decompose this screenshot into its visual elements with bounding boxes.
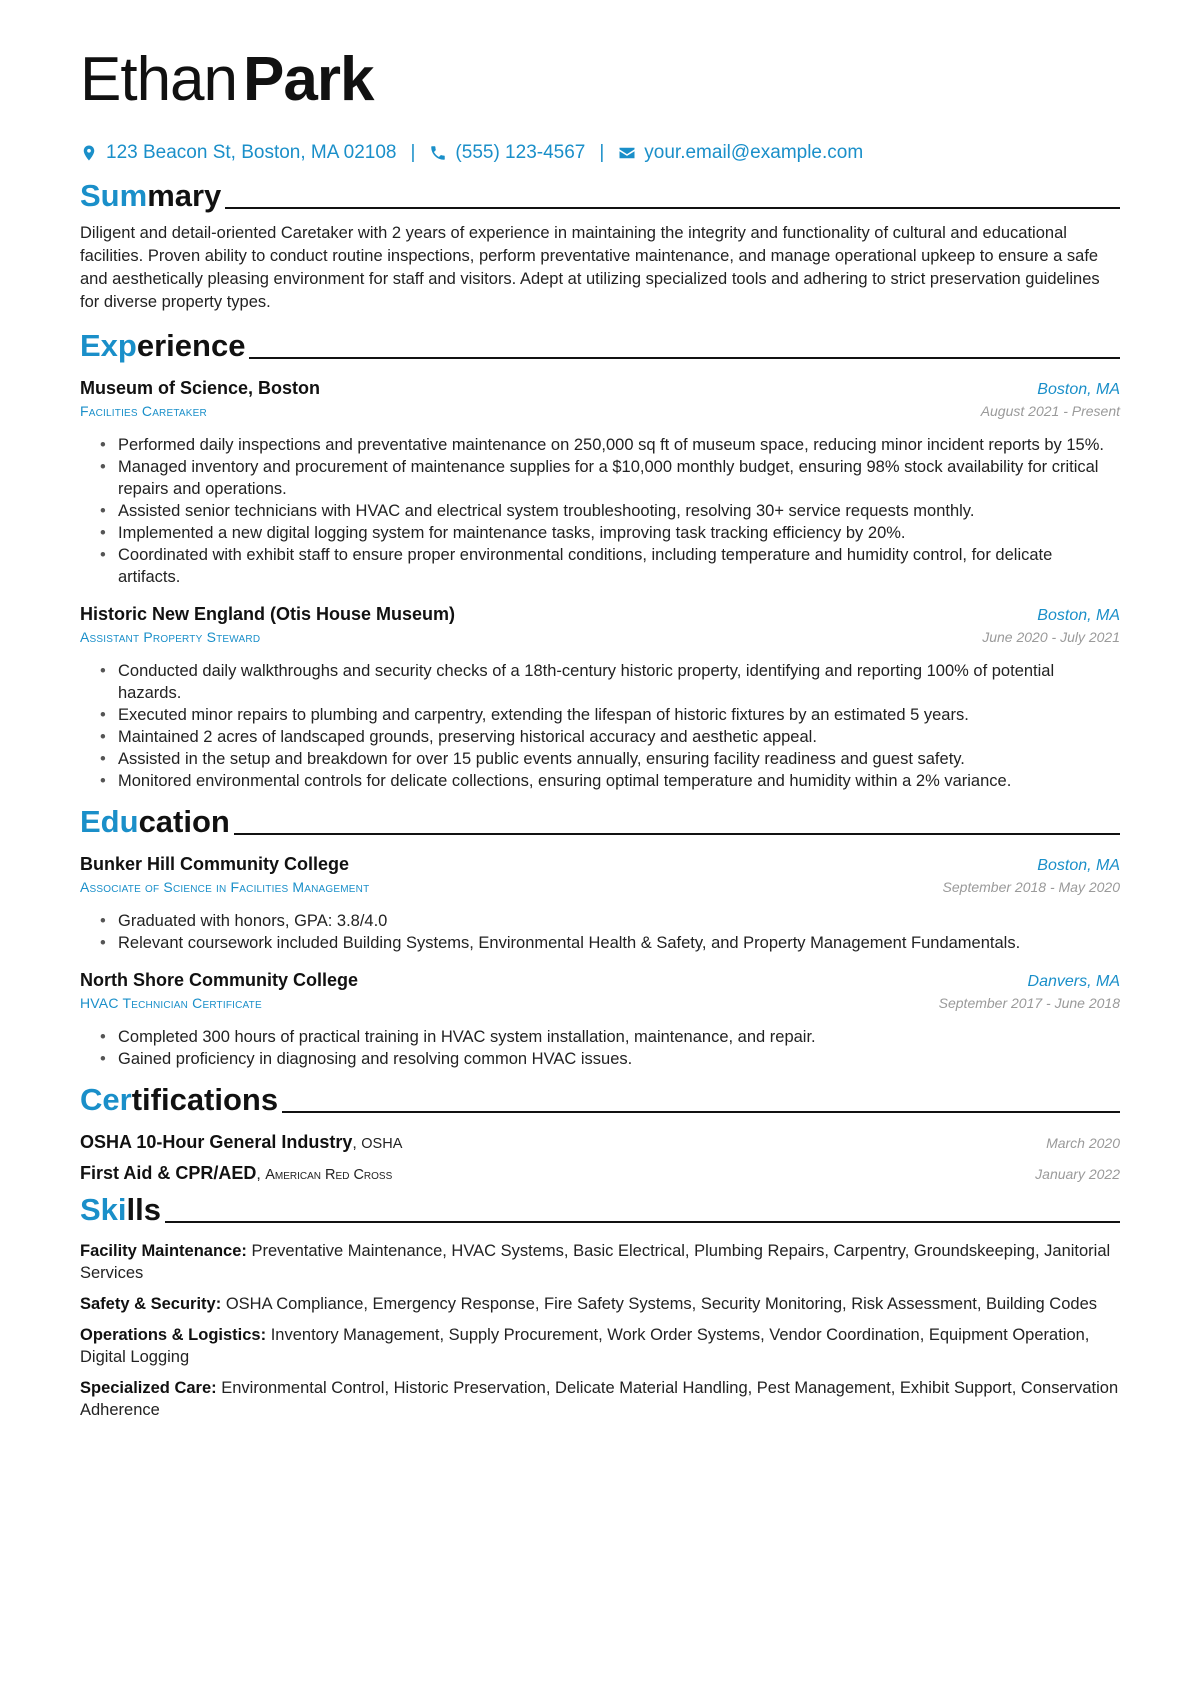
job-title: Facilities Caretaker (80, 403, 207, 419)
certification-name: OSHA 10-Hour General Industry (80, 1132, 353, 1152)
skill-category: Specialized Care: (80, 1379, 217, 1397)
certification-date: March 2020 (1046, 1135, 1120, 1151)
section-divider (165, 1221, 1120, 1223)
skill-items: Environmental Control, Historic Preservation, Delicate Material Handling, Pest Management, Exhibit Support, Conservation Adherence (80, 1379, 1119, 1419)
address-item (80, 142, 396, 164)
phone-item[interactable] (429, 142, 585, 164)
list-item: • Performed daily inspections and preventative maintenance on 250,000 sq ft of museum space, reducing minor incident reports by 15%. (100, 436, 1104, 454)
map-pin-icon (80, 144, 98, 162)
education-entry (80, 852, 1120, 954)
skill-category: Facility Maintenance: (80, 1242, 247, 1260)
section-divider (282, 1111, 1120, 1113)
degree-title: HVAC Technician Certificate (80, 995, 262, 1011)
list-item: • Managed inventory and procurement of maintenance supplies for a $10,000 monthly budget, ensuring 98% stock availability for critical repairs and operations. (100, 458, 1099, 498)
candidate-name (80, 40, 1120, 120)
list-item: • Assisted senior technicians with HVAC and electrical system troubleshooting, resolving 30+ service requests monthly. (100, 502, 975, 520)
bullet-list (80, 434, 1120, 588)
skill-group (80, 1240, 1120, 1284)
skill-group (80, 1293, 1120, 1315)
skill-category: Operations & Logistics: (80, 1326, 267, 1344)
summary-text: Diligent and detail-oriented Caretaker with 2 years of experience in maintaining the integrity and functionality of cultural and educational facilities. Proven ability to conduct routine inspections, perform preventative maintenance, and manage operational upkeep to ensure a safe and aesthetically pleasing environment for staff and visitors. Adept at utilizing specialized tools and adhering to strict preservation guidelines for diverse property types. (80, 224, 1100, 311)
section-divider (234, 833, 1120, 835)
experience-entry (80, 376, 1120, 588)
entry-dates: September 2017 - June 2018 (938, 995, 1120, 1011)
school-name: North Shore Community College (80, 970, 359, 990)
list-item: • Executed minor repairs to plumbing and carpentry, extending the lifespan of historic fixtures by an estimated 5 years. (100, 706, 969, 724)
bullet-list (80, 1026, 1120, 1070)
section-experience (80, 324, 1120, 366)
entry-location: Boston, MA (1037, 381, 1120, 398)
envelope-icon (618, 144, 636, 162)
degree-title: Associate of Science in Facilities Management (80, 879, 370, 895)
entry-dates: August 2021 - Present (980, 403, 1120, 419)
phone-icon (429, 144, 447, 162)
certification-issuer: OSHA (361, 1136, 403, 1152)
entry-location: Boston, MA (1037, 607, 1120, 624)
skill-group (80, 1377, 1120, 1421)
certification-date: January 2022 (1035, 1166, 1120, 1182)
email-item[interactable] (618, 142, 863, 164)
job-title: Assistant Property Steward (80, 629, 261, 645)
list-item: • Gained proficiency in diagnosing and resolving common HVAC issues. (100, 1050, 633, 1068)
certification-issuer: American Red Cross (265, 1167, 393, 1183)
experience-entry (80, 602, 1120, 792)
section-title: Certifications (80, 1082, 279, 1117)
section-title: Experience (80, 328, 246, 363)
skill-group (80, 1324, 1120, 1368)
section-skills (80, 1188, 1120, 1230)
employer-name: Historic New England (Otis House Museum) (80, 604, 456, 624)
section-title: Education (80, 804, 230, 839)
section-divider (249, 357, 1120, 359)
last-name: Park (243, 45, 374, 114)
employer-name: Museum of Science, Boston (80, 378, 321, 398)
list-item: • Assisted in the setup and breakdown for over 15 public events annually, ensuring facility readiness and guest safety. (100, 750, 965, 768)
entry-dates: June 2020 - July 2021 (982, 629, 1120, 645)
list-item: • Conducted daily walkthroughs and security checks of a 18th-century historic property, identifying and reporting 100% of potential hazards. (100, 662, 1055, 702)
contact-line (80, 138, 1120, 168)
email-link: your.email@example.com (644, 142, 864, 163)
list-item: • Monitored environmental controls for delicate collections, ensuring optimal temperature and humidity within a 2% variance. (100, 772, 1012, 790)
certification-name: First Aid & CPR/AED (80, 1163, 257, 1183)
contact-separator: | (599, 142, 605, 163)
section-divider (225, 207, 1120, 209)
phone-text: (555) 123-4567 (455, 142, 586, 163)
resume-page (80, 40, 1120, 1421)
contact-separator: | (410, 142, 416, 163)
skill-items: Preventative Maintenance, HVAC Systems, Basic Electrical, Plumbing Repairs, Carpentry, Groundskeeping, Janitorial Services (80, 1242, 1111, 1282)
bullet-list (80, 660, 1120, 792)
section-title: Summary (80, 178, 222, 213)
list-item: • Relevant coursework included Building Systems, Environmental Health & Safety, and Property Management Fundamentals. (100, 934, 1021, 952)
education-entry (80, 968, 1120, 1070)
entry-location: Danvers, MA (1027, 973, 1120, 990)
certification-entry: OSHA 10-Hour General Industry, OSHA March 2020 (80, 1132, 1120, 1152)
skill-items: Inventory Management, Supply Procurement, Work Order Systems, Vendor Coordination, Equipment Operation, Digital Logging (80, 1326, 1090, 1366)
bullet-list (80, 910, 1120, 954)
entry-dates: September 2018 - May 2020 (942, 879, 1120, 895)
address-text: 123 Beacon St, Boston, MA 02108 (106, 142, 397, 163)
list-item: • Graduated with honors, GPA: 3.8/4.0 (100, 912, 388, 930)
first-name: Ethan (80, 45, 238, 114)
list-item: • Coordinated with exhibit staff to ensure proper environmental conditions, including temperature and humidity control, for delicate artifacts. (100, 546, 1053, 586)
entry-location: Boston, MA (1037, 857, 1120, 874)
list-item: • Maintained 2 acres of landscaped grounds, preserving historical accuracy and aesthetic appeal. (100, 728, 817, 746)
section-summary (80, 174, 1120, 216)
section-certifications (80, 1078, 1120, 1120)
list-item: • Completed 300 hours of practical training in HVAC system installation, maintenance, and repair. (100, 1028, 816, 1046)
skill-items: OSHA Compliance, Emergency Response, Fire Safety Systems, Security Monitoring, Risk Assessment, Building Codes (225, 1295, 1098, 1313)
list-item: • Implemented a new digital logging system for maintenance tasks, improving task tracking efficiency by 20%. (100, 524, 906, 542)
certification-entry: First Aid & CPR/AED, American Red Cross January 2022 (80, 1163, 1120, 1183)
skill-category: Safety & Security: (80, 1295, 222, 1313)
section-education (80, 800, 1120, 842)
school-name: Bunker Hill Community College (80, 854, 350, 874)
section-title: Skills (80, 1192, 161, 1227)
